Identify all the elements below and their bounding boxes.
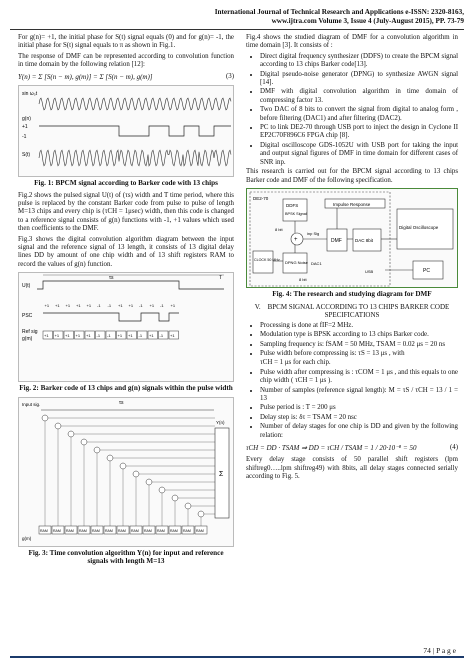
- fig3-sum-symbol: Σ: [219, 470, 224, 478]
- figure-2-caption: Fig. 2: Barker code of 13 chips and g(n) signals within the pulse width: [19, 384, 233, 393]
- equation-4-number: (4): [449, 443, 458, 451]
- fig3-ram-label: RAM: [66, 528, 74, 533]
- fig3-tau-label: τs: [119, 399, 124, 406]
- fig2-ref-value: +1: [149, 333, 154, 339]
- fig2-ref-value: +1: [128, 333, 133, 339]
- fig2-ref-value: +1: [86, 333, 91, 339]
- fig1-st-label: S(t): [22, 152, 31, 159]
- left-paragraph-2: The response of DMF can be represented according to convolution function in time domain by the following relation [12]:: [18, 52, 234, 69]
- fig1-st-wave: [39, 150, 231, 166]
- left-paragraph-4: Fig.3 shows the digital convolution algorithm diagram between the input signal and the reference signal of 13 length, it consists of 13 digital delay lines DD by amount of one chip width and of 13 shift registers RAM to record the values of g(n) function.: [18, 235, 234, 268]
- fig1-minus1-label: -1: [22, 134, 27, 141]
- fig2-ref-value: -1: [96, 333, 101, 339]
- fig2-gm-label: g(m): [22, 336, 33, 343]
- spec-item: • Modulation type is BPSK according to 13 chips Barker code.: [260, 331, 458, 339]
- fig4-pc-label: PC: [423, 267, 430, 274]
- equation-3: [18, 73, 234, 81]
- fig3-ram-label: RAM: [92, 528, 100, 533]
- figure-1: [18, 85, 234, 177]
- fig2-pulse: [37, 281, 224, 289]
- fig2-sign-row: [45, 303, 176, 308]
- fig2-sign: +1: [86, 303, 92, 309]
- fig4-usb-label: USB: [365, 268, 374, 274]
- fig1-sin-label: sin ω₀t: [22, 91, 38, 98]
- fig3-ram-label: RAM: [105, 528, 113, 533]
- fig3-multiplier: [172, 495, 178, 501]
- header-rule: [10, 29, 464, 30]
- fig2-sign: +1: [149, 303, 155, 309]
- fig3-ram-label: RAM: [53, 528, 61, 533]
- fig2-sign: -1: [139, 303, 143, 309]
- fig4-dac1-label: DAC1: [311, 260, 322, 266]
- spec-item: • Processing is done at fIF=2 MHz.: [260, 322, 458, 330]
- component-item: • DMF with digital convolution algorithm in time domain of compressing factor 13.: [260, 88, 458, 105]
- fig2-sign: +1: [55, 303, 60, 309]
- section-heading: V. BPCM SIGNAL ACCORDING TO 13 CHIPS BARKER CODE SPECIFICATIONS: [254, 302, 450, 320]
- fig4-bpsk-label: BPSK Signal: [285, 211, 307, 216]
- component-item: • Digital oscilloscope GDS-1052U with USB port for taking the input and output signal figures of DMF in time domain for different cases of SNR inp.: [260, 142, 458, 167]
- component-item: • Digital pseudo-noise generator (DPNG) to synthesize AWGN signal [14].: [260, 71, 458, 88]
- fig4-adder-plus: +: [294, 236, 298, 243]
- fig3-multiplier: [94, 447, 100, 453]
- left-column: [18, 34, 234, 570]
- fig3-multiplier: [81, 439, 87, 445]
- component-item: • PC to link DE2-70 through USB port to inject the design in Cyclone II EP2C70F896C6 FPGA chip [8].: [260, 124, 458, 141]
- spec-item: • Delay step is: δτ = TSAM = 20 nsc: [260, 414, 458, 422]
- fig1-sine-wave: [39, 98, 231, 110]
- spec-item: • Number of delay stages for one chip is DD and given by the following relation:: [260, 423, 458, 440]
- fig2-ref-value: +1: [75, 333, 81, 339]
- footer-rule: [10, 656, 464, 658]
- fig3-multiplier: [55, 423, 61, 429]
- fig2-ref-value: +1: [170, 333, 175, 339]
- fig2-sign: +1: [170, 303, 176, 309]
- spec-item: • Pulse width after compressing is : τCOM = 1 μs , and this equals to one chip width ( τCH = 1 μs ).: [260, 369, 458, 386]
- fig3-multiplier: [185, 503, 191, 509]
- fig3-ram-label: RAM: [170, 528, 178, 533]
- fig3-ram-label: RAM: [196, 528, 204, 533]
- fig4-impulse-label: Impulse Response: [333, 201, 371, 207]
- spec-item: • Pulse period is : T = 200 μs: [260, 404, 458, 412]
- right-column: [246, 34, 458, 484]
- fig2-sign: +1: [65, 303, 71, 309]
- fig3-gm-label: g(m): [22, 535, 32, 541]
- component-list: [246, 53, 458, 167]
- spec-item: τCH = 1 μs for each chip.: [260, 359, 331, 367]
- fig2-ref-value: +1: [117, 333, 123, 339]
- fig4-clock-label: CLOCK 50 MHz: [254, 257, 280, 262]
- fig1-gn-label: g(n): [22, 116, 31, 123]
- fig2-ref-value: -1: [107, 333, 111, 339]
- fig4-board-label: DE2-70: [253, 195, 269, 201]
- figure-3-caption: Fig. 3: Time convolution algorithm Y(n) for input and reference signals with length M=13: [28, 548, 224, 566]
- fig2-sign: +1: [76, 303, 81, 309]
- equation-4: [246, 444, 458, 452]
- fig2-sign: +1: [44, 303, 50, 309]
- equation-4-body: τCH = DD · TSAM ⇒ DD = τCH / TSAM = 1 / 20·10⁻⁸ = 50: [246, 443, 417, 452]
- fig4-inp-label: inp Sig: [307, 230, 320, 236]
- fig2-ref-value: +1: [54, 333, 60, 339]
- fig3-multiplier: [68, 431, 74, 437]
- figure-2-drawing: [19, 273, 234, 382]
- figure-3: [18, 397, 234, 547]
- fig3-input-label: Input sig.: [22, 401, 41, 407]
- fig2-sign: -1: [160, 303, 164, 309]
- figure-4: [246, 188, 458, 288]
- fig2-ref-value: -1: [159, 333, 164, 339]
- right-paragraph-3: Every delay stage consists of 50 parallel shift registers (lpm shiftreg0…..lpm shiftreg49) with 8bits, all delay stages connected serially according to Fig. 5.: [246, 456, 458, 481]
- component-item: • Two DAC of 8 bits to convert the signal from digital to analog form , before filtering (DAC1) and after filtering (DAC2).: [260, 106, 458, 123]
- figure-1-caption: Fig. 1: BPCM signal according to Barker code with 13 chips: [34, 179, 218, 188]
- fig4-dpng-label: DPNG Noise: [285, 259, 308, 265]
- fig2-sign: -1: [97, 303, 101, 309]
- header-line-2: www.ijtra.com Volume 3, Issue 4 (July-August 2015), PP. 73-79: [271, 17, 464, 25]
- fig3-ram-label: RAM: [40, 528, 48, 533]
- fig3-multiplier: [146, 479, 152, 485]
- fig4-clock-block: [253, 251, 273, 273]
- fig4-dac-label: DAC 8bit: [355, 237, 374, 243]
- fig3-multiplier: [120, 463, 126, 469]
- fig3-ram-label: RAM: [118, 528, 126, 533]
- fig3-ram-label: RAM: [144, 528, 152, 533]
- fig4-ddfs-label: DDFS: [286, 202, 299, 208]
- figure-2: [18, 272, 234, 382]
- page-number: 74 | P a g e: [423, 646, 456, 655]
- spec-item: • Pulse width before compressing is: τS = 13 μs , with: [260, 350, 458, 358]
- component-item: • Direct digital frequency synthesizer (DDFS) to create the BPCM signal according to 13 chips Barker code[13].: [260, 53, 458, 70]
- fig3-ram-label: RAM: [131, 528, 139, 533]
- fig2-sign: +1: [128, 303, 134, 309]
- fig2-refsig-label: Ref sig: [22, 329, 38, 336]
- fig4-8bit-b-label: 8 bit: [299, 276, 307, 282]
- left-paragraph-3: Fig.2 shows the pulsed signal U(t) of (τs) width and T time period, where this pulse is replaced by the constant Barker code from pulse to pulse of length M=13 chips and every chip is (τCH = 1μsec) width, then this code is changed to a reference signal consists of g(n) functions with -1, +1 values which used then coefficients to the DMF.: [18, 191, 234, 233]
- spec-item: • Number of samples (reference signal length): M = τS / τCH = 13 / 1 = 13: [260, 387, 458, 404]
- right-paragraph-2: This research is carried out for the BPCM signal according to 13 chips Barker code and DMF of the following specification.: [246, 168, 458, 184]
- spec-list: [246, 322, 458, 440]
- fig3-ram-label: RAM: [79, 528, 87, 533]
- fig3-ram-row: [39, 526, 207, 534]
- fig4-oscilloscope-label: Digital Oscilloscope: [399, 224, 439, 230]
- equation-3-number: (3): [225, 72, 234, 80]
- fig2-ref-value: -1: [138, 333, 143, 339]
- right-paragraph-1: Fig.4 shows the studied diagram of DMF for a convolution algorithm in time domain [3]. It consists of :: [246, 34, 458, 50]
- fig3-ram-label: RAM: [183, 528, 191, 533]
- figure-4-caption: Fig. 4: The research and studying diagram for DMF: [272, 289, 432, 298]
- fig1-gn-signal: [39, 126, 231, 136]
- fig3-multiplier: [159, 487, 165, 493]
- fig3-multiplier: [42, 415, 48, 421]
- fig2-tau-label: τs: [109, 275, 114, 282]
- fig4-8bit-a-label: 8 bit: [275, 226, 283, 232]
- fig4-dmf-label: DMF: [331, 237, 342, 244]
- header-line-1: International Journal of Technical Research and Applications e-ISSN: 2320-8163,: [214, 8, 464, 16]
- fig3-multipliers: [42, 415, 215, 526]
- fig2-sign: -1: [107, 303, 112, 309]
- fig3-multiplier: [107, 455, 113, 461]
- figure-1-drawing: [19, 86, 234, 177]
- fig2-ref-cells: [43, 331, 179, 339]
- fig2-ref-value: +1: [65, 333, 70, 339]
- fig3-out-label: Y(n): [216, 419, 225, 425]
- fig1-plus1-label: +1: [22, 124, 28, 131]
- left-paragraph-1: For g(n)= +1, the initial phase for S(t) signal equals (0) and for g(n)= -1, the initial phase for S(t) signal equals to π as shown in Fig.1.: [18, 34, 234, 50]
- fig2-ref-value: +1: [44, 333, 49, 339]
- journal-header: [134, 8, 464, 26]
- fig2-ut-label: U(t): [22, 283, 31, 290]
- fig3-multiplier: [198, 511, 204, 517]
- fig2-sign: +1: [118, 303, 123, 309]
- figure-3-drawing: [19, 398, 234, 547]
- fig2-psc-label: PSC: [22, 313, 33, 320]
- fig2-T-label: T: [219, 275, 223, 282]
- fig2-psc-signal: [43, 313, 179, 321]
- fig3-ram-label: RAM: [157, 528, 165, 533]
- fig3-multiplier: [133, 471, 139, 477]
- figure-4-drawing: [247, 189, 458, 288]
- equation-3-body: Y(n) = Σ [S(n − m), g(m)] = Σ [S(n − m), g(m)]: [18, 72, 153, 81]
- spec-item: • Sampling frequency is: fSAM = 50 MHz, TSAM = 0.02 μs = 20 ns: [260, 341, 458, 349]
